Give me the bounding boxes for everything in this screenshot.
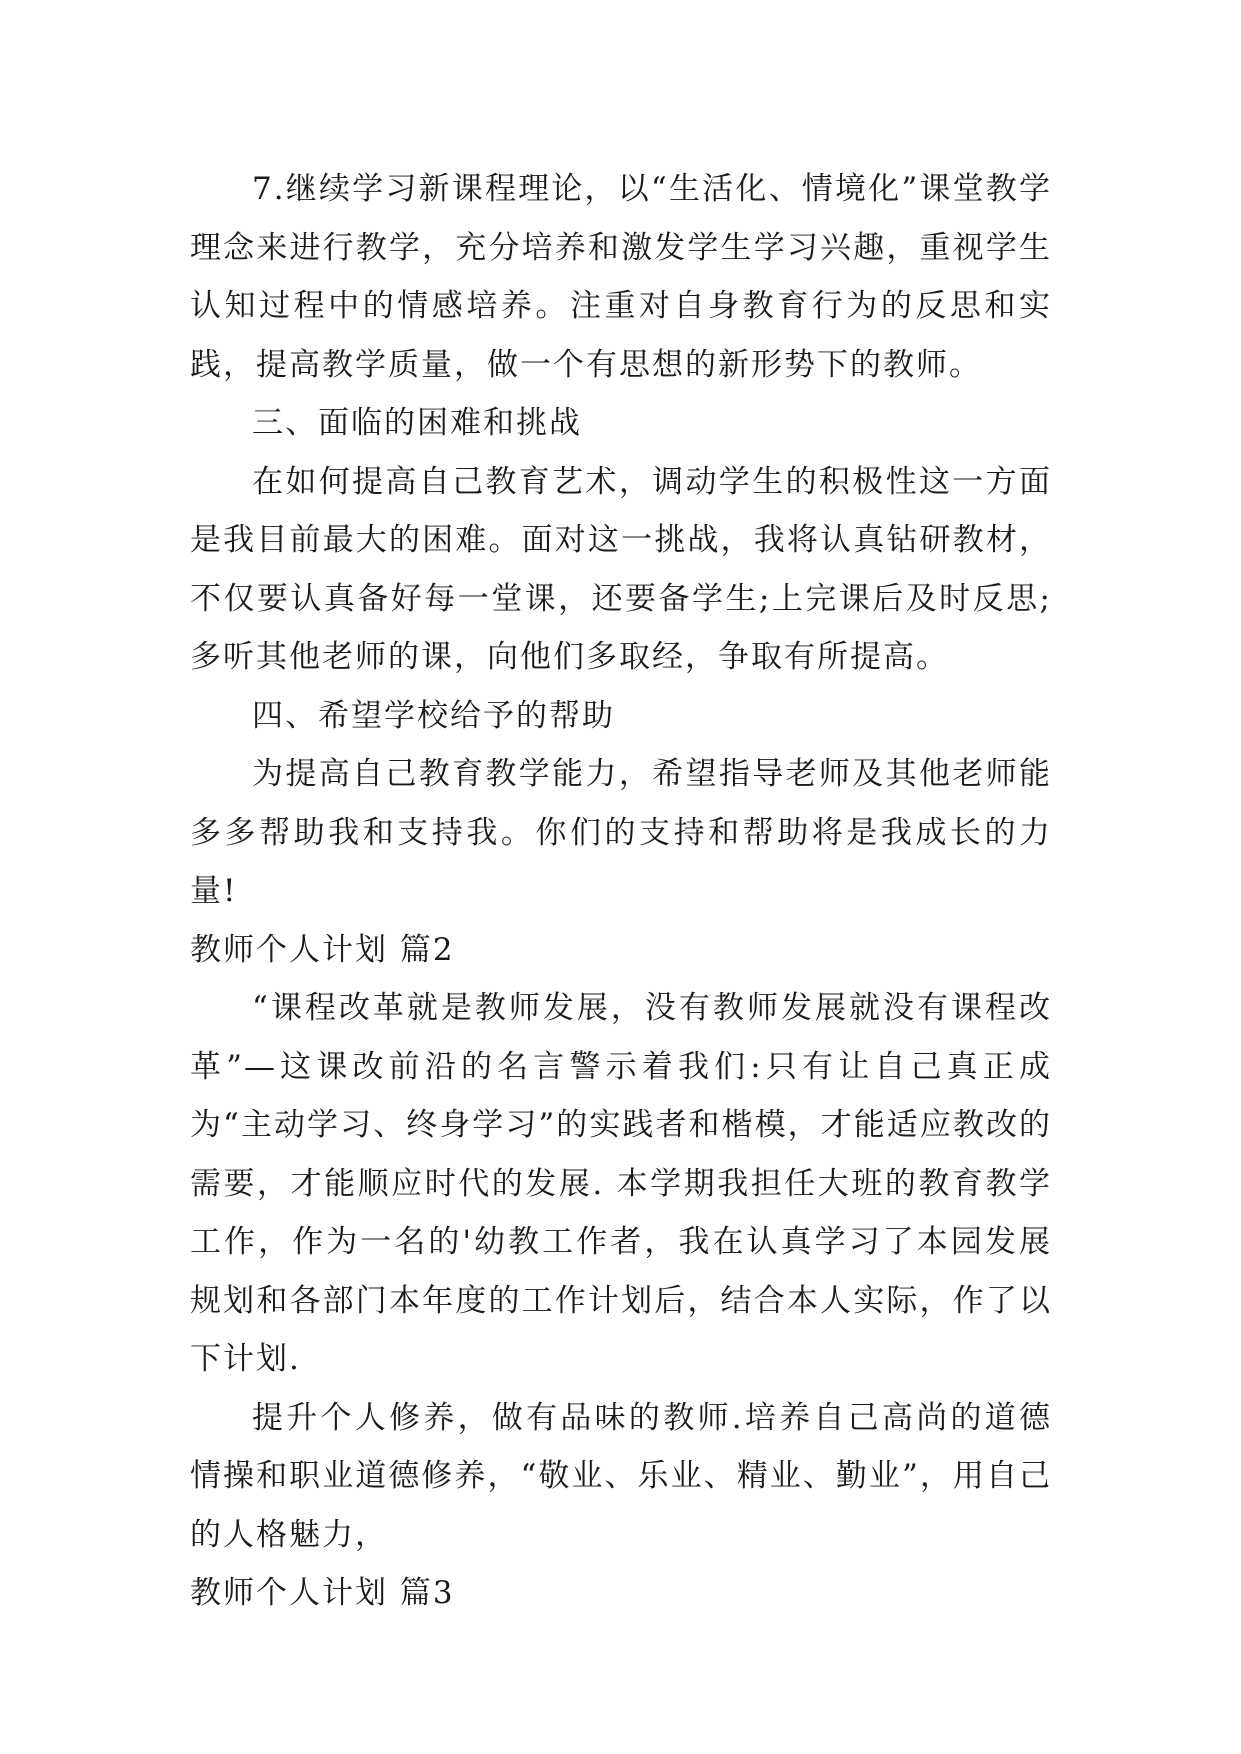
paragraph-plan-2-cultivation: 提升个人修养，做有品味的教师.培养自己高尚的道德情操和职业道德修养，“敬业、乐业、精业、勤业”，用自己的人格魅力， xyxy=(190,1399,1052,1553)
section-title-plan-2: 教师个人计划 篇2 xyxy=(190,931,455,968)
heading-help: 四、希望学校给予的帮助 xyxy=(252,697,615,734)
paragraph-difficulties: 在如何提高自己教育艺术，调动学生的积极性这一方面是我目前最大的困难。面对这一挑战，我将认真钻研教材，不仅要认真备好每一堂课，还要备学生;上完课后及时反思;多听其他老师的课，向他们多取经，争取有所提高。 xyxy=(190,463,1052,675)
heading-difficulties: 三、面临的困难和挑战 xyxy=(252,405,582,441)
paragraph-plan-2-intro: “课程改革就是教师发展，没有教师发展就没有课程改革”—这课改前沿的名言警示着我们:只有让自己真正成为“主动学习、终身学习”的实践者和楷模，才能适应教改的需要，才能顺应时代的发展. 本学期我担任大班的教育教学工作，作为一名的'幼教工作者，我在认真学习了本园发展规划和各部门本年度的工作计划后，结合本人实际，作了以下计划. xyxy=(190,990,1052,1377)
document-body xyxy=(190,160,1052,1623)
paragraph-help: 为提高自己教育教学能力，希望指导老师及其他老师能多多帮助我和支持我。你们的支持和帮助将是我成长的力量! xyxy=(190,756,1052,909)
section-title-plan-3: 教师个人计划 篇3 xyxy=(190,1575,455,1611)
paragraph-item-7: 7.继续学习新课程理论，以“生活化、情境化”课堂教学理念来进行教学，充分培养和激发学生学习兴趣，重视学生认知过程中的情感培养。注重对自身教育行为的反思和实践，提高教学质量，做一个有思想的新形势下的教师。 xyxy=(190,171,1052,383)
